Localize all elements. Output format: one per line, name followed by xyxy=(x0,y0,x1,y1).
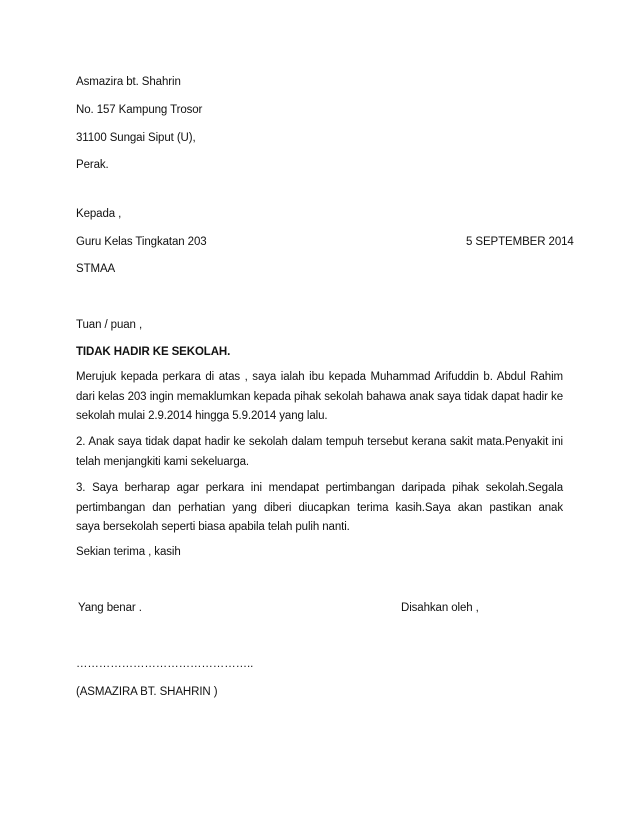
paragraph-line: telah menjangkiti kami sekeluarga. xyxy=(76,455,250,468)
recipient-line2: STMAA xyxy=(76,263,116,275)
sender-address-line2: 31100 Sungai Siput (U), xyxy=(76,132,196,144)
sender-name: Asmazira bt. Shahrin xyxy=(76,76,181,88)
sender-address-line3: Perak. xyxy=(76,159,109,171)
signoff-right: Disahkan oleh , xyxy=(401,602,479,614)
paragraph-line: Merujuk kepada perkara di atas , saya ialah ibu kepada Muhammad Arifuddin b. Abdul Rahim xyxy=(76,371,563,383)
greeting: Tuan / puan , xyxy=(76,319,143,331)
signoff-left: Yang benar . xyxy=(78,602,142,614)
paragraph-2 xyxy=(76,433,563,472)
subject-heading: TIDAK HADIR KE SEKOLAH. xyxy=(76,346,231,358)
paragraph-line: sekolah mulai 2.9.2014 hingga 5.9.2014 yang lalu. xyxy=(76,410,328,422)
paragraph-line: 2. Anak saya tidak dapat hadir ke sekolah dalam tempuh tersebut kerana sakit mata.Penyakit ini xyxy=(76,436,563,448)
sender-address-line1: No. 157 Kampung Trosor xyxy=(76,104,203,116)
signer-name: (ASMAZIRA BT. SHAHRIN ) xyxy=(76,686,218,698)
paragraph-line: saya bersekolah seperti biasa apabila telah pulih nanti. xyxy=(76,521,350,533)
recipient-line1: Guru Kelas Tingkatan 203 xyxy=(76,236,207,248)
paragraph-1 xyxy=(76,368,563,427)
paragraph-line: dari kelas 203 ingin memaklumkan kepada pihak sekolah bahawa anak saya tidak dapat hadir ke xyxy=(76,390,563,403)
recipient-salutation: Kepada , xyxy=(76,208,122,220)
letter-date: 5 SEPTEMBER 2014 xyxy=(466,236,574,248)
signature-line: ……………………………………….. xyxy=(76,658,254,670)
paragraph-line: pertimbangan dan perhatian yang diberi diucapkan terima kasih.Saya akan pastikan anak xyxy=(76,501,563,514)
closing-text: Sekian terima , kasih xyxy=(76,546,181,558)
paragraph-3 xyxy=(76,479,563,538)
paragraph-line: 3. Saya berharap agar perkara ini mendapat pertimbangan daripada pihak sekolah.Segala xyxy=(76,482,563,494)
